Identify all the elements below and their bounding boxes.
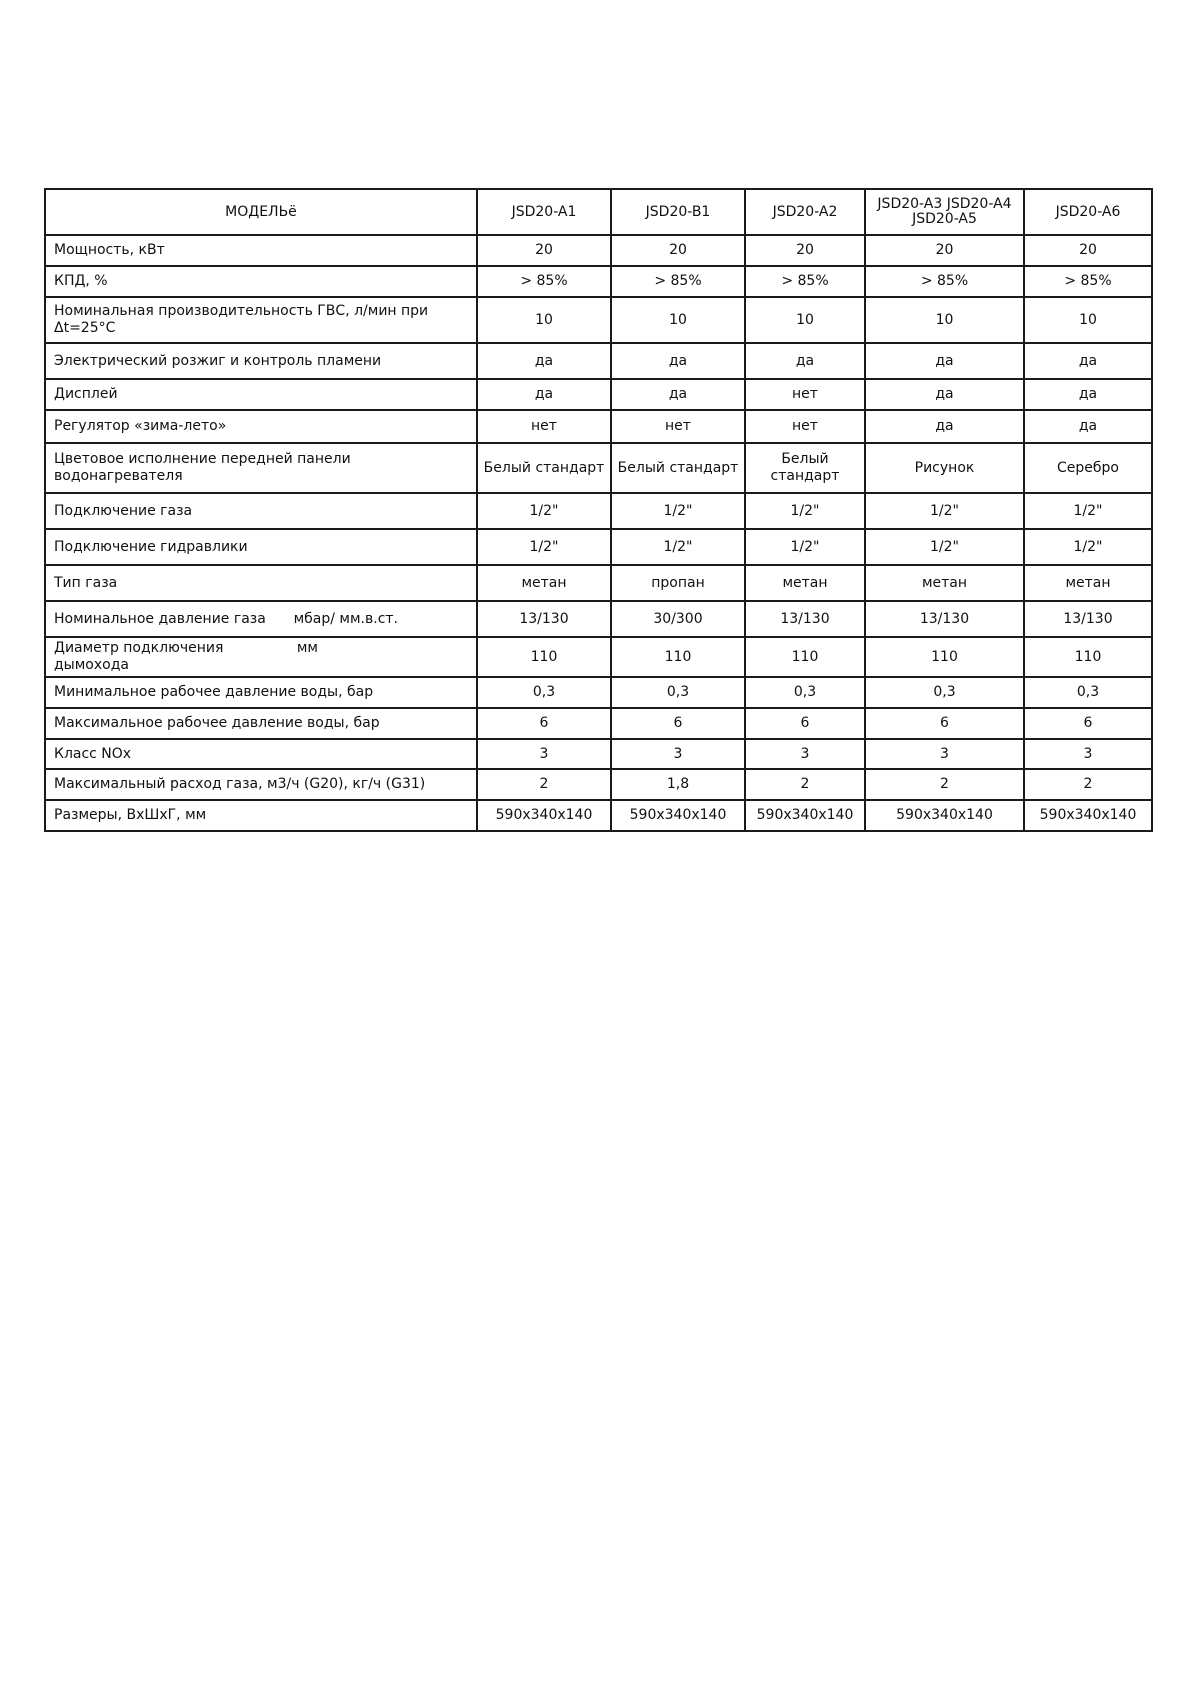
value-cell: 10 bbox=[1024, 297, 1152, 343]
value-cell: > 85% bbox=[745, 266, 865, 297]
header-param-cell: МОДЕЛЬё bbox=[45, 189, 477, 235]
value-cell: 6 bbox=[611, 708, 745, 739]
param-label: Номинальное давление газа bbox=[54, 610, 266, 627]
value-cell: 20 bbox=[1024, 235, 1152, 266]
value-cell: 2 bbox=[1024, 769, 1152, 800]
value-cell: 2 bbox=[745, 769, 865, 800]
param-label-with-unit bbox=[45, 637, 477, 677]
value-cell: нет bbox=[745, 410, 865, 443]
value-cell: Рисунок bbox=[865, 443, 1024, 493]
param-label: Номинальная производительность ГВС, л/мин при Δt=25°C bbox=[45, 297, 477, 343]
param-label: Класс NOx bbox=[45, 739, 477, 769]
value-cell: > 85% bbox=[477, 266, 611, 297]
table-row bbox=[45, 443, 1152, 493]
value-cell: 1/2" bbox=[477, 493, 611, 529]
value-cell: 110 bbox=[1024, 637, 1152, 677]
value-cell: 110 bbox=[477, 637, 611, 677]
table-row bbox=[45, 708, 1152, 739]
table-row bbox=[45, 529, 1152, 565]
param-label: Дисплей bbox=[45, 379, 477, 410]
value-cell: 10 bbox=[745, 297, 865, 343]
value-cell: 1/2" bbox=[865, 493, 1024, 529]
table-row bbox=[45, 637, 1152, 677]
value-cell: 2 bbox=[865, 769, 1024, 800]
value-cell: 590x340x140 bbox=[1024, 800, 1152, 831]
table-row bbox=[45, 343, 1152, 379]
specs-table bbox=[44, 188, 1153, 832]
table-row bbox=[45, 800, 1152, 831]
value-cell: 0,3 bbox=[1024, 677, 1152, 708]
value-cell: 1/2" bbox=[477, 529, 611, 565]
value-cell: да bbox=[865, 379, 1024, 410]
value-cell: да bbox=[1024, 379, 1152, 410]
value-cell: 20 bbox=[745, 235, 865, 266]
table-row bbox=[45, 297, 1152, 343]
value-cell: 6 bbox=[865, 708, 1024, 739]
param-label: Тип газа bbox=[45, 565, 477, 601]
value-cell: 590x340x140 bbox=[745, 800, 865, 831]
value-cell: > 85% bbox=[1024, 266, 1152, 297]
value-cell: 10 bbox=[477, 297, 611, 343]
value-cell: да bbox=[865, 343, 1024, 379]
value-cell: да bbox=[477, 343, 611, 379]
value-cell: Белый стандарт bbox=[477, 443, 611, 493]
value-cell: 1/2" bbox=[611, 529, 745, 565]
header-model-cell: JSD20-A1 bbox=[477, 189, 611, 235]
value-cell: Серебро bbox=[1024, 443, 1152, 493]
param-label: Максимальное рабочее давление воды, бар bbox=[45, 708, 477, 739]
value-cell: да bbox=[1024, 410, 1152, 443]
value-cell: 590x340x140 bbox=[865, 800, 1024, 831]
header-model-cell: JSD20-A2 bbox=[745, 189, 865, 235]
value-cell: 0,3 bbox=[865, 677, 1024, 708]
table-row bbox=[45, 493, 1152, 529]
value-cell: 1/2" bbox=[611, 493, 745, 529]
value-cell: 13/130 bbox=[745, 601, 865, 637]
value-cell: 3 bbox=[745, 739, 865, 769]
value-cell: 110 bbox=[865, 637, 1024, 677]
param-unit: мбар/ мм.в.ст. bbox=[293, 610, 398, 627]
value-cell: 20 bbox=[477, 235, 611, 266]
param-label: Электрический розжиг и контроль пламени bbox=[45, 343, 477, 379]
table-row bbox=[45, 266, 1152, 297]
table-header-row bbox=[45, 189, 1152, 235]
table-row bbox=[45, 410, 1152, 443]
value-cell: метан bbox=[1024, 565, 1152, 601]
value-cell: нет bbox=[477, 410, 611, 443]
table-row bbox=[45, 677, 1152, 708]
param-label: Подключение газа bbox=[45, 493, 477, 529]
param-label: Максимальный расход газа, м3/ч (G20), кг/ч (G31) bbox=[45, 769, 477, 800]
header-model-cell: JSD20-A3 JSD20-A4 JSD20-A5 bbox=[865, 189, 1024, 235]
param-label: Подключение гидравлики bbox=[45, 529, 477, 565]
value-cell: 0,3 bbox=[477, 677, 611, 708]
value-cell: > 85% bbox=[865, 266, 1024, 297]
value-cell: метан bbox=[477, 565, 611, 601]
value-cell: 3 bbox=[865, 739, 1024, 769]
value-cell: 6 bbox=[1024, 708, 1152, 739]
value-cell: 6 bbox=[477, 708, 611, 739]
value-cell: 13/130 bbox=[477, 601, 611, 637]
value-cell: 0,3 bbox=[611, 677, 745, 708]
value-cell: да bbox=[745, 343, 865, 379]
value-cell: нет bbox=[611, 410, 745, 443]
value-cell: да bbox=[1024, 343, 1152, 379]
value-cell: да bbox=[865, 410, 1024, 443]
value-cell: да bbox=[611, 343, 745, 379]
table-row bbox=[45, 601, 1152, 637]
value-cell: 1/2" bbox=[745, 529, 865, 565]
value-cell: 110 bbox=[745, 637, 865, 677]
param-unit: мм bbox=[296, 640, 318, 656]
param-label: Цветовое исполнение передней панели водонагревателя bbox=[45, 443, 477, 493]
table-row bbox=[45, 565, 1152, 601]
value-cell: метан bbox=[865, 565, 1024, 601]
value-cell: 6 bbox=[745, 708, 865, 739]
param-label: Минимальное рабочее давление воды, бар bbox=[45, 677, 477, 708]
value-cell: 3 bbox=[477, 739, 611, 769]
table-row bbox=[45, 739, 1152, 769]
value-cell: 1/2" bbox=[865, 529, 1024, 565]
value-cell: 110 bbox=[611, 637, 745, 677]
value-cell: Белый стандарт bbox=[611, 443, 745, 493]
value-cell: 1/2" bbox=[1024, 529, 1152, 565]
param-label: Диаметр подключения дымохода bbox=[54, 640, 224, 673]
value-cell: 3 bbox=[1024, 739, 1152, 769]
value-cell: > 85% bbox=[611, 266, 745, 297]
header-model-cell: JSD20-A6 bbox=[1024, 189, 1152, 235]
value-cell: 20 bbox=[865, 235, 1024, 266]
value-cell: метан bbox=[745, 565, 865, 601]
table-row bbox=[45, 235, 1152, 266]
value-cell: 0,3 bbox=[745, 677, 865, 708]
value-cell: Белый стандарт bbox=[745, 443, 865, 493]
value-cell: пропан bbox=[611, 565, 745, 601]
value-cell: 20 bbox=[611, 235, 745, 266]
value-cell: 1,8 bbox=[611, 769, 745, 800]
value-cell: 590x340x140 bbox=[477, 800, 611, 831]
value-cell: 590x340x140 bbox=[611, 800, 745, 831]
param-label: Мощность, кВт bbox=[45, 235, 477, 266]
param-label-with-unit bbox=[45, 601, 477, 637]
value-cell: 1/2" bbox=[745, 493, 865, 529]
value-cell: 13/130 bbox=[865, 601, 1024, 637]
value-cell: 10 bbox=[611, 297, 745, 343]
param-label: КПД, % bbox=[45, 266, 477, 297]
value-cell: да bbox=[477, 379, 611, 410]
param-label: Регулятор «зима-лето» bbox=[45, 410, 477, 443]
value-cell: 3 bbox=[611, 739, 745, 769]
value-cell: да bbox=[611, 379, 745, 410]
value-cell: 1/2" bbox=[1024, 493, 1152, 529]
table-row bbox=[45, 769, 1152, 800]
param-label: Размеры, ВхШхГ, мм bbox=[45, 800, 477, 831]
value-cell: нет bbox=[745, 379, 865, 410]
table-row bbox=[45, 379, 1152, 410]
value-cell: 13/130 bbox=[1024, 601, 1152, 637]
value-cell: 30/300 bbox=[611, 601, 745, 637]
header-model-cell: JSD20-B1 bbox=[611, 189, 745, 235]
value-cell: 2 bbox=[477, 769, 611, 800]
value-cell: 10 bbox=[865, 297, 1024, 343]
